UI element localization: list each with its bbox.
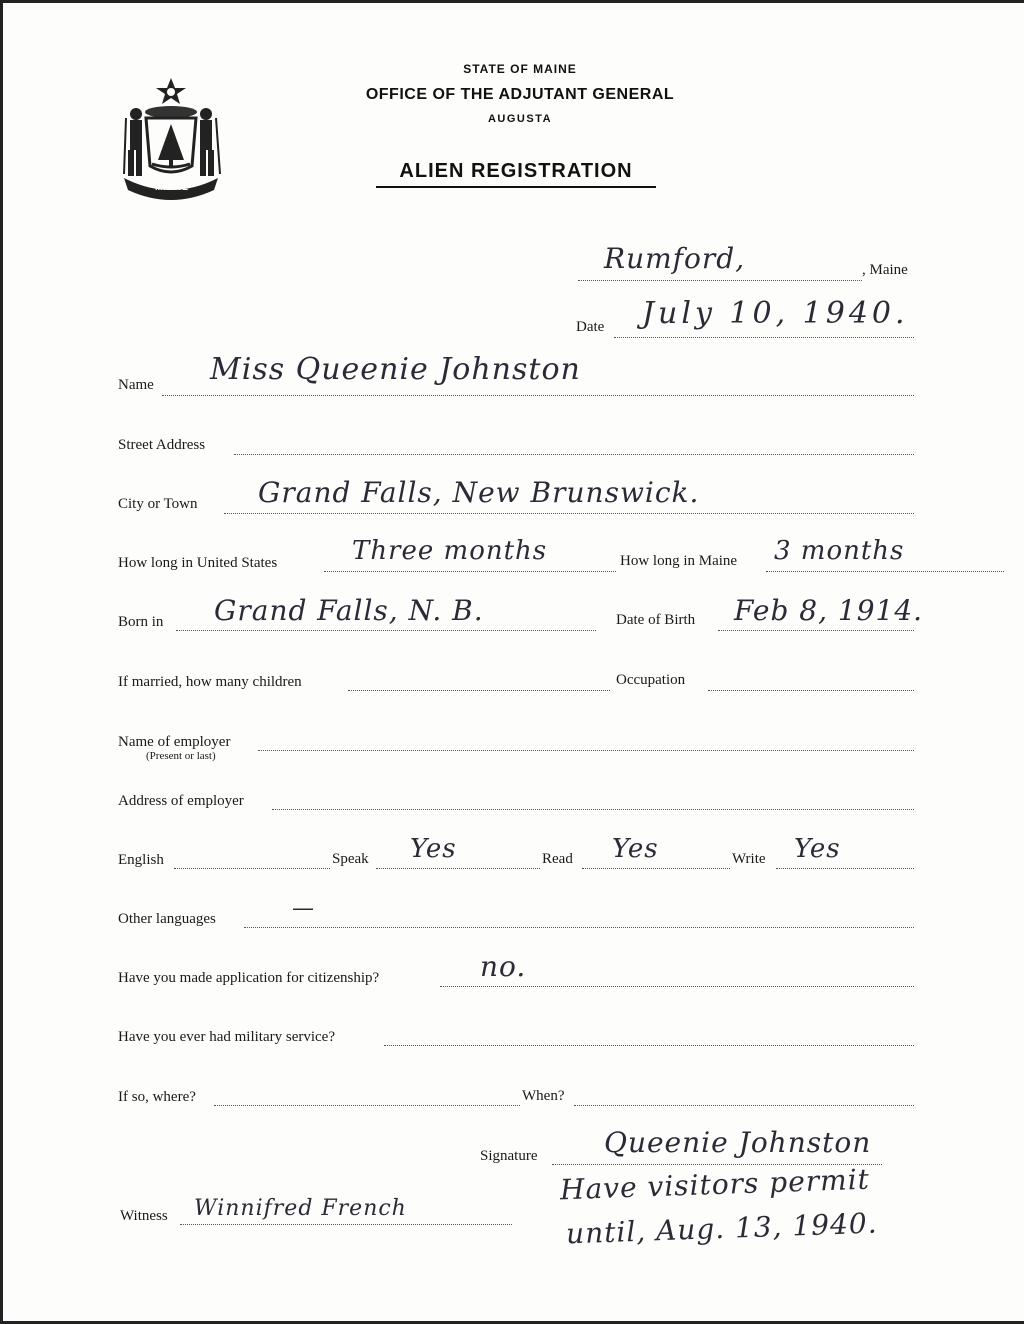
write-label: Write: [732, 851, 766, 867]
employer-address-label: Address of employer: [118, 793, 244, 809]
maine-label: , Maine: [862, 262, 908, 278]
city-value: Grand Falls, New Brunswick.: [258, 476, 700, 509]
employer-address-line: [272, 809, 914, 810]
write-line: [776, 868, 914, 869]
note-line-1: Have visitors permit: [559, 1162, 871, 1207]
street-label: Street Address: [118, 437, 206, 453]
signature-label: Signature: [480, 1148, 538, 1164]
employer-label: Name of employer: [118, 734, 231, 750]
where-line: [214, 1105, 520, 1106]
date-of-birth-value: Feb 8, 1914.: [734, 594, 924, 627]
read-value: Yes: [612, 834, 659, 864]
name-value: Miss Queenie Johnston: [210, 352, 581, 387]
employer-line: [258, 750, 914, 751]
born-in-label: Born in: [118, 614, 164, 630]
military-line: [384, 1045, 914, 1046]
citizenship-label: Have you made application for citizenship?: [118, 970, 380, 986]
city-line: [224, 513, 914, 514]
military-label: Have you ever had military service?: [118, 1029, 335, 1045]
name-line: [162, 395, 914, 396]
name-label: Name: [118, 377, 154, 393]
occupation-label: Occupation: [616, 672, 686, 688]
how-long-us-value: Three months: [352, 536, 548, 566]
born-in-line: [176, 630, 596, 631]
born-in-value: Grand Falls, N. B.: [214, 594, 484, 627]
witness-value: Winnifred French: [194, 1196, 407, 1221]
witness-line: [180, 1224, 512, 1225]
how-long-us-label: How long in United States: [118, 555, 278, 571]
write-value: Yes: [794, 834, 841, 864]
children-label: If married, how many children: [118, 674, 302, 690]
town-value: Rumford,: [604, 242, 746, 275]
witness-label: Witness: [120, 1208, 168, 1224]
signature-value: Queenie Johnston: [604, 1126, 872, 1159]
city-label: City or Town: [118, 496, 198, 512]
speak-value: Yes: [410, 834, 457, 864]
left-border: [0, 0, 3, 1324]
form-title: ALIEN REGISTRATION: [376, 160, 656, 188]
citizenship-value: no.: [480, 950, 527, 983]
when-line: [574, 1105, 914, 1106]
how-long-maine-line: [766, 571, 1004, 572]
citizenship-line: [440, 986, 914, 987]
how-long-maine-label: How long in Maine: [620, 553, 738, 569]
town-line: [578, 280, 862, 281]
header-state: STATE OF MAINE: [463, 62, 577, 76]
header-city: AUGUSTA: [487, 113, 553, 125]
read-label: Read: [542, 851, 573, 867]
occupation-line: [708, 690, 914, 691]
where-label: If so, where?: [118, 1089, 196, 1105]
read-line: [582, 868, 730, 869]
date-of-birth-line: [718, 630, 914, 631]
english-line: [174, 868, 330, 869]
when-label: When?: [522, 1088, 565, 1104]
seal-banner-text: MAINE: [155, 182, 189, 192]
header-office: OFFICE OF THE ADJUTANT GENERAL: [365, 86, 675, 103]
employer-sublabel: (Present or last): [146, 750, 216, 762]
speak-line: [376, 868, 540, 869]
other-languages-label: Other languages: [118, 911, 216, 927]
how-long-us-line: [324, 571, 616, 572]
date-of-birth-label: Date of Birth: [616, 612, 696, 628]
date-line: [614, 337, 914, 338]
top-border: [0, 0, 1024, 3]
children-line: [348, 690, 610, 691]
how-long-maine-value: 3 months: [774, 536, 905, 566]
date-value: July 10, 1940.: [642, 296, 909, 331]
other-languages-value: —: [292, 896, 315, 921]
speak-label: Speak: [332, 851, 369, 867]
other-languages-line: [244, 927, 914, 928]
note-line-2: until, Aug. 13, 1940.: [565, 1206, 879, 1251]
date-label: Date: [576, 319, 605, 335]
street-line: [234, 454, 914, 455]
english-label: English: [118, 852, 164, 868]
